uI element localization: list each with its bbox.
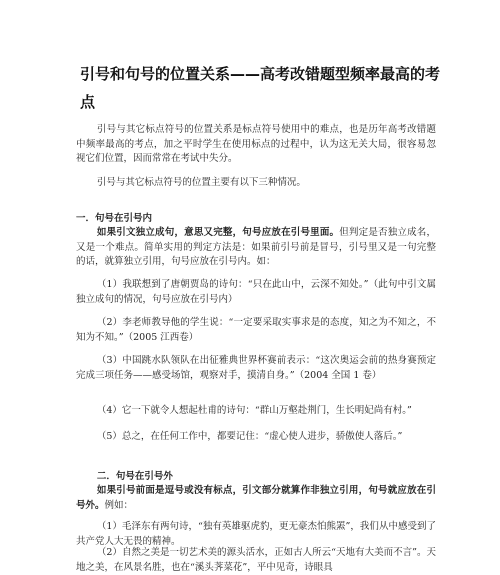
section-2-rule [76, 484, 436, 513]
example-1-1: （1）我联想到了唐朝贾岛的诗句：“只在此山中，云深不知处。”（此句中引文属独立成句的情况，句号应放在引号内） [76, 279, 436, 305]
section-heading-1: 一．句号在引号内 [76, 213, 153, 224]
page-title: 引号和句号的位置关系——高考改错题型频率最高的考点 [80, 65, 441, 111]
section-1-rule-emphasis: 如果引文独立成句，意思又完整，句号应放在引号里面。 [96, 227, 340, 238]
example-2-2: （2）自然之美是一切艺术美的源头活水，正如古人所云“天地有大美而不言”。天地之美，在风景名胜，也在“溪头荠菜花”，平中见奇，诗眼具 [76, 547, 436, 573]
intro-summary: 引号与其它标点符号的位置主要有以下三种情况。 [96, 177, 306, 188]
section-heading-2: 二．句号在引号外 [96, 471, 173, 482]
section-1-rule-text: 但判定是否独立成名，又是一个难点。简单实用的判定方法是：如果前引号前是冒号，引号里又是一句完整的话，就算独立引用，句号应放在引号内。如： [76, 227, 436, 267]
section-1-rule [76, 226, 436, 270]
example-1-4: （4）它一下就令人想起杜甫的诗句：“群山万壑赴荆门，生长明妃尚有村。” [96, 405, 412, 416]
intro-paragraph: 引号与其它标点符号的位置关系是标点符号使用中的难点，也是历年高考改错题中频率最高的考点，加之平时学生在使用标点的过程中，认为这无关大局，很容易忽视它们位置，因而常常在考试中失分。 [76, 124, 436, 164]
example-1-5: （5）总之，在任何工作中，都要记住：“虚心使人进步，骄傲使人落后。” [96, 431, 403, 442]
example-1-2: （2）李老师教导他的学生说：“一定要采取实事求是的态度，知之为不知之，不知为不知。”（2005 江西卷） [76, 317, 436, 343]
section-2-rule-emphasis: 如果引号前面是逗号或没有标点，引文部分就算作非独立引用，句号就应放在引号外。 [76, 485, 436, 511]
section-2-rule-text: 例如： [104, 499, 134, 511]
example-2-1: （1）毛泽东有两句诗，“独有英雄驱虎豹，更无豪杰怕熊罴”，我们从中感受到了共产党人大无畏的精神。 [76, 521, 436, 547]
example-1-3: （3）中国跳水队领队在出征雅典世界杯赛前表示：“这次奥运会前的热身赛预定完成三项任务——感受场馆，观察对手，摸清自身。”（2004 全国 1 卷） [76, 355, 436, 381]
